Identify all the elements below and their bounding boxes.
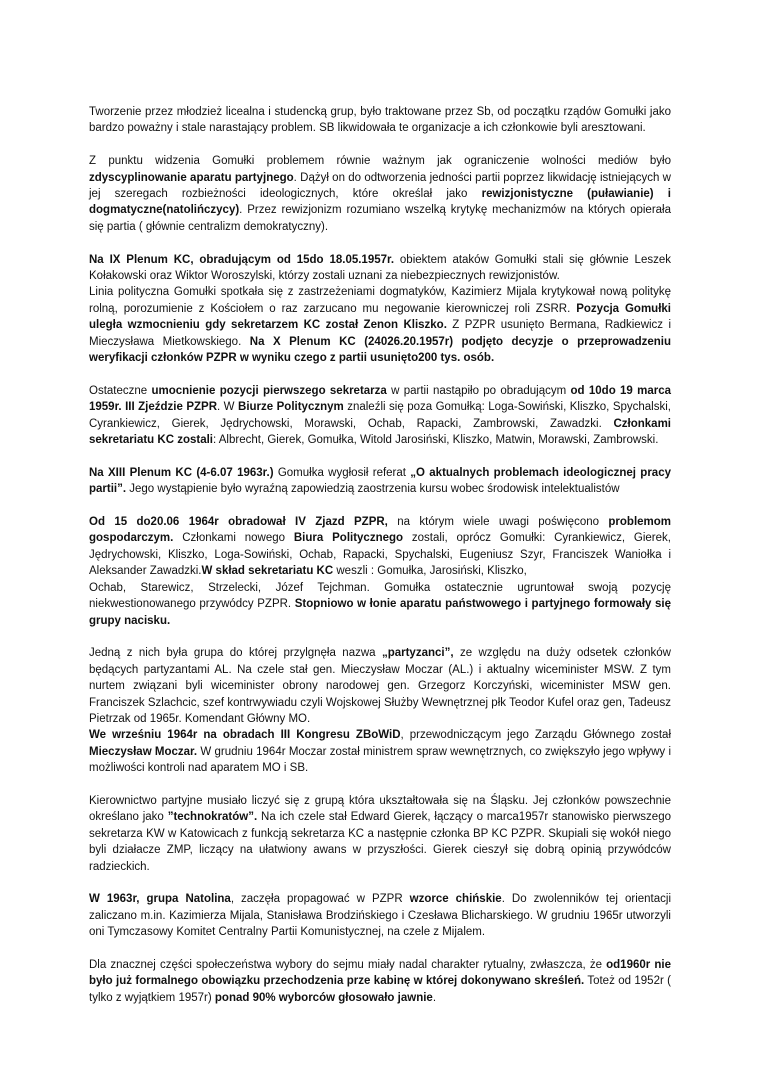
text-run: weszli : Gomułka, Jarosiński, Kliszko, xyxy=(333,565,527,578)
text-run: Dla znacznej części społeczeństwa wybory do sejmu miały nadal charakter rytualny, zwłaszcza, że xyxy=(89,958,607,971)
bold-text: od 10do 19 marca 1959r. III Zjeździe PZPR xyxy=(89,384,672,414)
text-run: Tworzenie przez młodzież licealna i studencką grup, było traktowane przez Sb, od początku rządów Gomułki jako bardzo poważny i stale narastający problem. SB likwidowała te organizacje a ich członkowie byli aresztowani. xyxy=(89,106,671,135)
bold-text: Od 15 do20.06 1964r obradował IV Zjazd PZPR, xyxy=(89,516,388,529)
document-page xyxy=(89,104,671,1023)
bold-text: Członkami sekretariatu KC zostali xyxy=(89,417,671,447)
text-run: ze względu na duży odsetek członków będących partyzantami AL. Na czele stał gen. Mieczysław Moczar (AL.) i aktualny wiceminister MSW. Z tym nurtem związani byli wiceminister obrony narodowej gen. Grzegorz Korczyński, wiceminister MSW gen. Franciszek Szlachcic, szef kontrwywiadu czyli Wojskowej Służby Wewnętrznej płk Teodor Kufel oraz gen, Tadeusz Pietrzak od 1965r. Komendant Główny MO. xyxy=(89,647,671,725)
text-run: Ochab, Starewicz, Strzelecki, Józef Tejchman. Gomułka ostatecznie ugruntował swoją pozycję niekwestionowanego przywódcy PZPR. xyxy=(89,581,671,611)
bold-text: umocnienie pozycji pierwszego sekretarza xyxy=(151,384,387,397)
text-run: Z PZPR usunięto Bermana, Radkiewicz i Mieczysława Mietkowskiego. xyxy=(89,319,671,348)
paragraph-5 xyxy=(89,383,671,449)
text-run: W grudniu 1964r Moczar został ministrem spraw wewnętrznych, co zwiększyło jego wpływy i możliwości kontroli nad aparatem MO i SB. xyxy=(89,745,672,775)
bold-text: zdyscyplinowanie aparatu partyjnego xyxy=(89,171,294,184)
text-run: w partii nastąpiło po obradującym xyxy=(386,384,571,397)
text-run: Toteż od 1952r ( tylko z wyjątkiem 1957r) xyxy=(89,975,672,1004)
bold-text: „O aktualnych problemach ideologicznej pracy partii”. xyxy=(89,466,671,496)
text-run: . Do zwolenników tej orientacji zaliczano m.in. Kazimierza Mijala, Stanisława Brodzińskiego i Czesława Blicharskiego. W grudniu 1965r utworzyli oni Tymczasowy Komitet Centralny Partii Komunistycznej, na czele z Mijalem. xyxy=(89,893,671,939)
paragraph-2 xyxy=(89,153,671,235)
bold-text: Na IX Plenum KC, obradującym od 15do 18.05.1957r. xyxy=(89,253,395,266)
bold-text: Na X Plenum KC (24026.20.1957r) podjęto decyzje o przeprowadzeniu weryfikacji członków PZPR w wyniku czego z partii usunięto200 tys. osób. xyxy=(89,335,672,365)
bold-text: We wrześniu 1964r na obradach III Kongresu ZBoWiD xyxy=(89,729,401,742)
text-run: , zaczęła propagować w PZPR xyxy=(230,893,410,906)
bold-text: Pozycja Gomułki uległa wzmocnieniu gdy sekretarzem KC został Zenon Kliszko. xyxy=(89,302,671,332)
text-run: Jego wystąpienie było wyraźną zapowiedzią zaostrzenia kursu wobec środowisk intelektualistów xyxy=(126,483,620,496)
bold-text: rewizjonistyczne (puławianie) i dogmatyczne(natolińczycy) xyxy=(89,188,671,217)
bold-text: Mieczysław Moczar. xyxy=(89,745,198,758)
paragraph-12 xyxy=(89,891,671,940)
text-run: , przewodniczącym jego Zarządu Głównego został xyxy=(400,729,671,742)
text-run: Z punktu widzenia Gomułki problemem równie ważnym jak ograniczenie wolności mediów było xyxy=(89,155,671,168)
paragraph-9 xyxy=(89,645,671,727)
text-run: . xyxy=(432,991,437,1004)
text-run: Jedną z nich była grupa do której przylgnęła nazwa xyxy=(89,647,382,660)
bold-text: ”technokratów”. xyxy=(167,811,258,824)
text-run: . W xyxy=(217,401,239,414)
text-run: znaleźli się poza Gomułką: Loga-Sowiński, Kliszko, Spychalski, Cyrankiewicz, Gierek, Jędrychowski, Morawski, Ochab, Rapacki, Zambrowski, Zawadzki. xyxy=(89,401,671,430)
bold-text: W 1963r, grupa Natolina xyxy=(89,893,231,906)
bold-text: Na XIII Plenum KC (4-6.07 1963r.) xyxy=(89,466,274,479)
text-run: : Albrecht, Gierek, Gomułka, Witold Jarosiński, Kliszko, Matwin, Morawski, Zambrowski. xyxy=(213,434,659,447)
bold-text: W skład sekretariatu KC xyxy=(201,565,334,578)
text-run: Gomułka wygłosił referat xyxy=(273,466,411,479)
text-run: Ostateczne xyxy=(89,384,152,397)
bold-text: problemom gospodarczym. xyxy=(89,516,672,545)
bold-text: Biurze Politycznym xyxy=(238,401,344,414)
paragraph-11 xyxy=(89,793,671,875)
text-run: Linia polityczna Gomułki spotkała się z zastrzeżeniami dogmatyków, Kazimierz Mijala krytykował nową politykę rolną, porozumienie z Kościołem o raz zarzucano mu negowanie kierowniczej roli ZSRR. xyxy=(89,286,671,315)
paragraph-3 xyxy=(89,252,671,285)
bold-text: „partyzanci”, xyxy=(381,647,454,660)
text-run: Kierownictwo partyjne musiało liczyć się z grupą która ukształtowała się na Śląsku. Jej członków powszechnie określano jako xyxy=(89,794,671,824)
paragraph-8 xyxy=(89,580,671,629)
text-run: . Dążył on do odtworzenia jedności partii poprzez likwidację istniejących w jej szeregach rozbieżności ideologicznych, które określał jako xyxy=(89,171,671,201)
text-run: zostali, oprócz Gomułki: Cyrankiewicz, Gierek, Jędrychowski, Kliszko, Loga-Sowiński, Ochab, Rapacki, Spychalski, Eugeniusz Szyr, Franciszek Waniołka i Aleksander Zawadzki. xyxy=(89,532,671,578)
paragraph-6 xyxy=(89,465,671,498)
bold-text: Stopniowo w łonie aparatu państwowego i partyjnego formowały się grupy nacisku. xyxy=(89,598,671,627)
paragraph-4 xyxy=(89,284,671,366)
paragraph-1 xyxy=(89,104,671,137)
text-run: . Przez rewizjonizm rozumiano wszelką krytykę mechanizmów na których opierała się partia ( głównie centralizm demokratyczny). xyxy=(89,204,671,233)
text-run: Na ich czele stał Edward Gierek, łączący o marca1957r stanowisko pierwszego sekretarza KW w Katowicach z funkcją sekretarza KC a następnie członka BP KC PZPR. Skupiali się wokół niego byli działacze ZMP, liczący na ułatwiony awans w przyszłości. Gierek cieszył się dobrą opinią przywódców radzieckich. xyxy=(89,811,671,873)
text-run: Członkami nowego xyxy=(173,532,294,545)
bold-text: wzorce chińskie xyxy=(409,893,502,906)
bold-text: Biura Politycznego xyxy=(293,532,404,545)
text-run: obiektem ataków Gomułki stali się głównie Leszek Kołakowski oraz Wiktor Woroszylski, którzy zostali uznani za niebezpiecznych rewizjonistów. xyxy=(89,253,671,283)
text-run: na którym wiele uwagi poświęcono xyxy=(387,516,609,529)
paragraph-10 xyxy=(89,727,671,776)
bold-text: od1960r nie było już formalnego obowiązku przechodzenia prze kabinę w której dokonywano skreśleń. xyxy=(89,958,671,988)
bold-text: ponad 90% wyborców głosowało jawnie xyxy=(214,991,433,1004)
paragraph-7 xyxy=(89,514,671,580)
paragraph-13 xyxy=(89,957,671,1006)
